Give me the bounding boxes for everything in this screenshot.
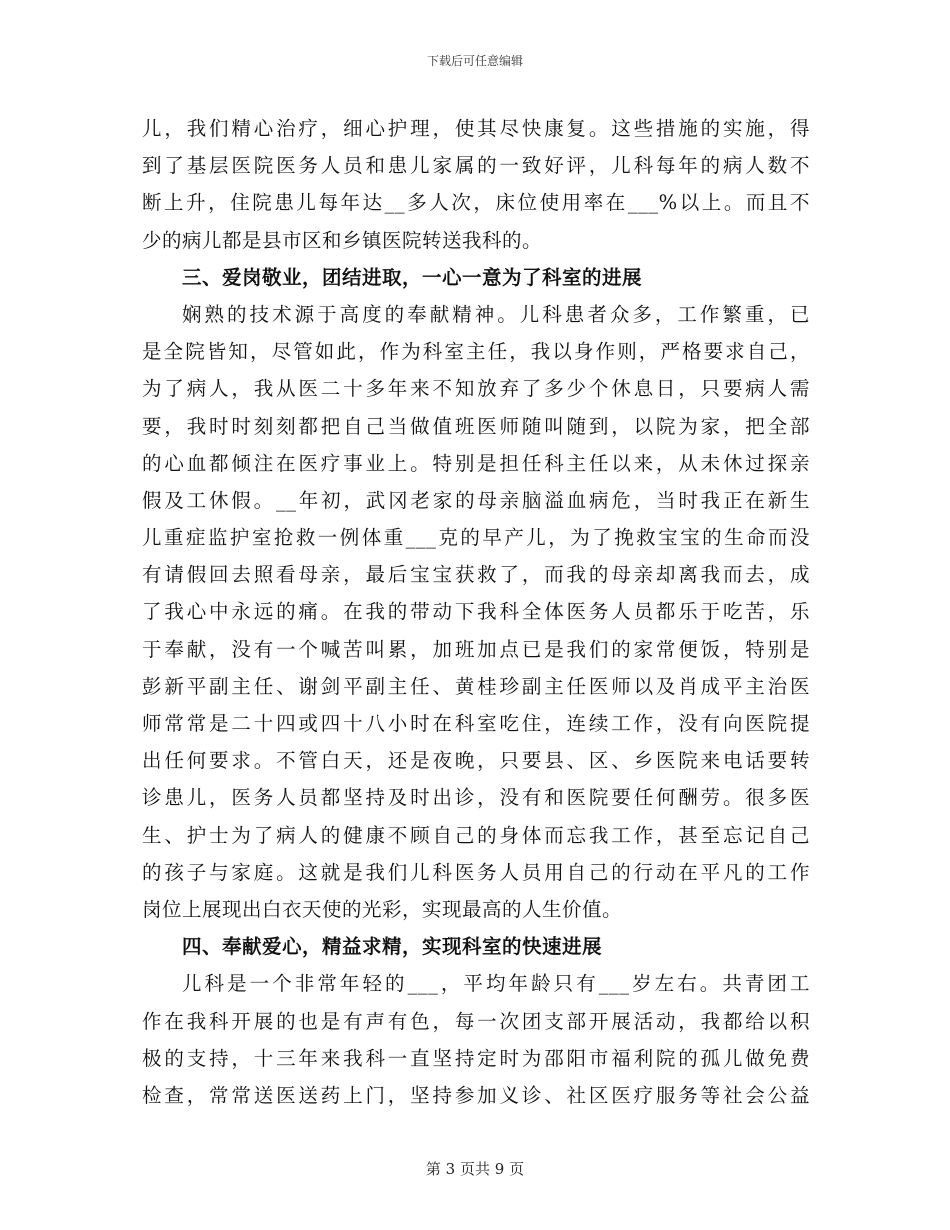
body-line: 少的病儿都是县市区和乡镇医院转送我科的。 <box>142 228 543 252</box>
page-footer: 第 3 页共 9 页 <box>425 1160 525 1178</box>
body-line: 断上升，住院患儿每年达__多人次，床位使用率在___%以上。而且不 <box>142 191 810 215</box>
body-line: 了我心中永远的痛。在我的带动下我科全体医务人员都乐于吃苦，乐 <box>142 600 810 624</box>
body-line: 岗位上展现出白衣天使的光彩，实现最高的人生价值。 <box>142 897 623 921</box>
body-line: 娴熟的技术源于高度的奉献精神。儿科患者众多，工作繁重，已 <box>182 302 810 326</box>
document-body <box>142 110 810 1114</box>
body-line: 诊患儿，医务人员都坚持及时出诊，没有和医院要任何酬劳。很多医 <box>142 786 810 810</box>
body-line: 有请假回去照看母亲，最后宝宝获救了，而我的母亲却离我而去，成 <box>142 563 810 587</box>
body-line: 假及工休假。__年初，武冈老家的母亲脑溢血病危，当时我正在新生 <box>142 488 810 512</box>
body-line: 的心血都倾注在医疗事业上。特别是担任科主任以来，从未休过探亲 <box>142 451 810 475</box>
body-line: 师常常是二十四或四十八小时在科室吃住，连续工作，没有向医院提 <box>142 712 810 735</box>
body-line: 生、护士为了病人的健康不顾自己的身体而忘我工作，甚至忘记自己 <box>142 823 810 847</box>
body-line: 作在我科开展的也是有声有色，每一次团支部开展活动，我都给以积 <box>142 1009 810 1033</box>
body-line: 儿重症监护室抢救一例体重___克的早产儿，为了挽救宝宝的生命而没 <box>142 526 810 550</box>
body-line: 出任何要求。不管白天，还是夜晚，只要县、区、乡医院来电话要转 <box>142 749 810 773</box>
body-line: 到了基层医院医务人员和患儿家属的一致好评，儿科每年的病人数不 <box>142 154 810 178</box>
body-line: 儿，我们精心治疗，细心护理，使其尽快康复。这些措施的实施，得 <box>142 117 810 140</box>
body-line: 检查，常常送医送药上门，坚持参加义诊、社区医疗服务等社会公益 <box>142 1083 810 1107</box>
body-line: 极的支持，十三年来我科一直坚持定时为邵阳市福利院的孤儿做免费 <box>142 1046 810 1070</box>
section-heading: 四、奉献爱心，精益求精，实现科室的快速进展 <box>182 935 603 959</box>
body-line: 于奉献，没有一个喊苦叫累，加班加点已是我们的家常便饭，特别是 <box>142 637 810 661</box>
body-line: 是全院皆知，尽管如此，作为科室主任，我以身作则，严格要求自己， <box>142 340 810 364</box>
body-line: 的孩子与家庭。这就是我们儿科医务人员用自己的行动在平凡的工作 <box>142 860 810 884</box>
body-line: 儿科是一个非常年轻的___，平均年龄只有___岁左右。共青团工 <box>182 972 810 996</box>
body-line: 要，我时时刻刻都把自己当做值班医师随叫随到，以院为家，把全部 <box>142 414 810 438</box>
section-heading: 三、爱岗敬业，团结进取，一心一意为了科室的进展 <box>182 265 643 289</box>
body-line: 为了病人，我从医二十多年来不知放弃了多少个休息日，只要病人需 <box>142 377 810 401</box>
body-line: 彭新平副主任、谢剑平副主任、黄桂珍副主任医师以及肖成平主治医 <box>142 674 810 698</box>
page-header: 下载后可任意编辑 <box>426 54 523 68</box>
